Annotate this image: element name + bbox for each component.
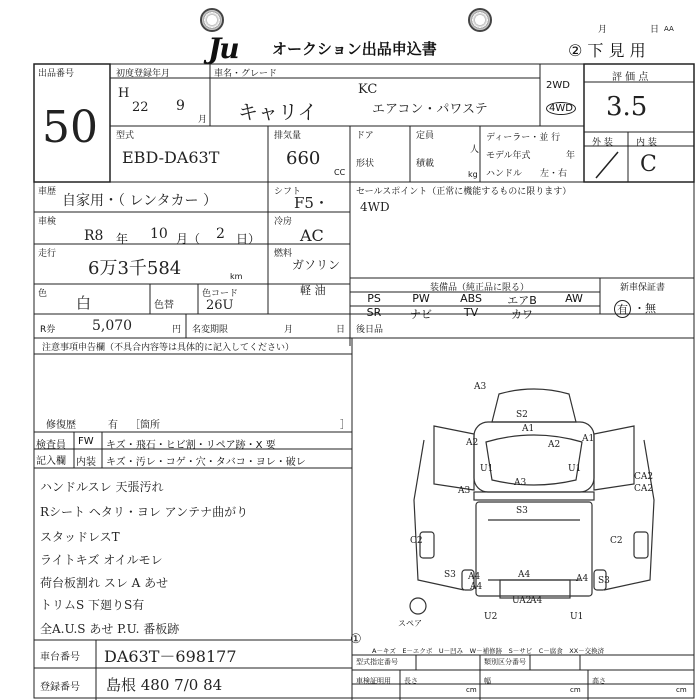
fuel-diesel: 軽 油 — [300, 284, 326, 297]
score-value: 3.5 — [606, 92, 648, 122]
dealer-label: ディーラー・並 行 — [486, 133, 561, 143]
recycle-value: 5,070 — [92, 318, 133, 334]
diag-u2: U2 — [484, 612, 498, 622]
diag-a3-top: A3 — [474, 382, 487, 392]
drive-2wd: 2WD — [546, 80, 570, 91]
repair-place-label: ［箇所 — [130, 420, 160, 431]
circle-one: ① — [350, 632, 362, 647]
inspection-month: 10 — [150, 226, 168, 242]
certificate-label: 車検証明用 — [356, 677, 391, 685]
registration-number-label: 登録番号 — [40, 682, 80, 693]
note-line-2: Rシート ヘタリ・ヨレ アンテナ曲がり — [40, 505, 249, 519]
note-line-5: 荷台板割れ スレ A あせ — [40, 576, 169, 590]
registration-month: 9 — [176, 98, 185, 114]
capacity-unit: 人 — [470, 145, 480, 155]
fuel-gasoline: ガソリン — [292, 258, 341, 272]
mileage-label: 走行 — [38, 249, 57, 259]
class-number-label: 類別区分番号 — [484, 658, 526, 666]
model-grade-label: 車名・グレード — [214, 69, 278, 79]
cm-unit-1: cm — [466, 686, 477, 694]
sales-point-label: セールスポイント（正常に機能するものに限ります） — [356, 187, 572, 197]
cm-unit-3: cm — [676, 686, 687, 694]
displacement-label: 排気量 — [274, 131, 302, 141]
handle-label: ハンドル — [486, 169, 523, 179]
inspection-era: R8 — [84, 228, 104, 244]
interior-check-items: キズ・汚レ・コゲ・穴・タバコ・ヨレ・破レ — [106, 457, 306, 468]
equip-leather: カワ — [511, 308, 533, 321]
equip-abs: ABS — [460, 292, 482, 305]
equip-airbag: エアB — [507, 294, 537, 307]
model-name: キャリイ — [238, 100, 318, 124]
fw-label: FW — [78, 436, 94, 447]
diag-s3-left: S3 — [444, 570, 456, 580]
diag-s2: S2 — [516, 410, 528, 420]
model-year-label: モデル年式 — [486, 151, 531, 161]
lot-number-value: 50 — [42, 102, 98, 153]
diag-a2-right: A2 — [548, 440, 561, 450]
load-label: 積載 — [416, 159, 435, 169]
shift-value: F5・ — [294, 194, 329, 212]
door-label: ドア — [356, 131, 374, 141]
notice-label: 注意事項申告欄（不具合内容等は具体的に記入してください） — [42, 343, 295, 353]
warranty-label: 新車保証書 — [620, 283, 666, 293]
interior-value: C — [640, 152, 657, 177]
lot-number-label: 出品番号 — [38, 69, 75, 79]
diag-c2-left: C2 — [410, 536, 423, 546]
month-label: 月 — [598, 25, 608, 35]
inspection-label: 車検 — [38, 217, 57, 227]
shift-label: シフト — [274, 187, 302, 197]
note-line-1: ハンドルスレ 天張汚れ — [40, 480, 164, 494]
diag-c2-right: C2 — [610, 536, 623, 546]
history-label: 車歴 — [38, 187, 57, 197]
length-label: 長さ — [404, 677, 418, 685]
model-grade: KC — [358, 82, 378, 97]
inspector-label-1: 検査員 — [36, 440, 66, 451]
registration-month-unit: 月 — [198, 115, 208, 125]
recycle-unit: 円 — [172, 325, 182, 335]
copy-label: ② 下 見 用 — [568, 41, 646, 60]
diag-u1-left: U1 — [480, 464, 494, 474]
capacity-label: 定員 — [416, 131, 435, 141]
registration-number-value: 島根 480 7/0 84 — [106, 676, 223, 694]
history-value: 自家用・（ レンタカー ） — [62, 193, 217, 209]
equip-pw: PW — [412, 292, 430, 305]
diag-a2-left: A2 — [466, 438, 479, 448]
repair-history-value: 有 — [108, 420, 118, 431]
model-year-unit: 年 — [566, 151, 576, 161]
ju-logo: Ju — [208, 32, 238, 65]
score-label: 評 価 点 — [612, 72, 649, 83]
type-value: EBD-DA63T — [122, 148, 220, 167]
type-label: 型式 — [116, 131, 135, 141]
fw-items: キズ・飛石・ヒビ割・リペア跡・X 要 — [106, 440, 276, 451]
diag-a4-left2: A4 — [470, 582, 483, 592]
equipment-row-2 — [352, 306, 600, 320]
model-grade-2: エアコン・パワステ — [372, 102, 488, 117]
spare-label: スペア — [398, 619, 422, 628]
width-label: 幅 — [484, 677, 491, 685]
registration-year: 22 — [132, 100, 149, 115]
diag-s3-right: S3 — [598, 576, 610, 586]
inspection-year-unit: 年 — [116, 232, 129, 246]
cm-unit-2: cm — [570, 686, 581, 694]
ac-value: AC — [300, 226, 324, 245]
diag-a3-center: A3 — [514, 478, 527, 488]
first-registration-label: 初度登録年月 — [116, 69, 171, 79]
chassis-number-value: DA63T－698177 — [104, 647, 237, 666]
load-unit: kg — [468, 170, 478, 179]
equip-sr: SR — [366, 306, 382, 319]
drive-4wd: 4WD — [546, 102, 576, 115]
diag-ca2-b: CA2 — [634, 484, 654, 494]
mileage-unit: km — [230, 272, 243, 281]
mileage-value: 6万3千584 — [88, 258, 182, 279]
interior-label: 内 装 — [636, 138, 657, 148]
cc-unit: CC — [334, 168, 346, 177]
color-code-value: 26U — [206, 298, 234, 313]
diag-u1-right: U1 — [568, 464, 582, 474]
repair-bracket-end: ］ — [340, 420, 350, 431]
displacement-value: 660 — [286, 148, 321, 169]
aa-label: AA — [664, 25, 674, 33]
color-value: 白 — [76, 294, 92, 312]
diag-a4-right: A4 — [576, 574, 589, 584]
fuel-label: 燃料 — [274, 249, 293, 259]
diag-ca2-a: CA2 — [634, 472, 654, 482]
diag-a1-right: A1 — [582, 434, 595, 444]
repair-history-label: 修復歴 — [46, 420, 76, 431]
note-line-7: 全A.U.S あせ P.U. 番板跡 — [40, 622, 180, 636]
equip-navi: ナビ — [410, 308, 432, 321]
registration-era: H — [118, 86, 130, 101]
equipment-label: 装備品（純正品に限る） — [430, 283, 530, 293]
interior-check-label: 内装 — [76, 457, 96, 468]
diag-a4-rear: A4 — [530, 596, 543, 606]
equip-ps: PS — [367, 292, 381, 305]
shape-label: 形状 — [356, 159, 375, 169]
exterior-label: 外 装 — [592, 138, 613, 148]
exterior-slash — [592, 150, 622, 180]
deadline-month-label: 月 — [284, 325, 294, 335]
rear-items-label: 後日品 — [356, 325, 384, 335]
note-line-3: スタッドレスT — [40, 530, 120, 544]
day-label: 日 — [650, 25, 660, 35]
diag-a3-left: A3 — [458, 486, 471, 496]
color-change-label: 色替 — [154, 300, 174, 311]
equipment-row-1 — [352, 292, 600, 306]
warranty-no: ・無 — [634, 302, 656, 315]
deadline-day-label: 日 — [336, 325, 346, 335]
color-label: 色 — [38, 289, 48, 299]
form-title: オークション出品申込書 — [272, 40, 437, 58]
equip-tv: TV — [463, 306, 479, 319]
inspection-day: 2 — [216, 226, 225, 242]
type-designation-label: 型式指定番号 — [356, 658, 398, 666]
note-line-4: ライトキズ オイルモレ — [40, 553, 163, 567]
inspector-label-2: 記入欄 — [36, 456, 66, 467]
ac-label: 冷房 — [274, 217, 293, 227]
note-line-6: トリムS 下廻りS有 — [40, 598, 145, 612]
diag-a1-center: A1 — [522, 424, 535, 434]
color-code-label: 色コード — [202, 289, 239, 299]
equip-aw: AW — [565, 292, 583, 305]
damage-legend: A－キズ E－エクボ U－凹み W－補修跡 S－サビ C－腐食 XX－交換済 — [372, 647, 605, 655]
diag-s3-center: S3 — [516, 506, 528, 516]
diag-a4-center: A4 — [518, 570, 531, 580]
diag-ua2: UA2 — [512, 596, 532, 606]
car-damage-diagram — [404, 380, 664, 630]
recycle-label: R券 — [40, 325, 56, 335]
handle-options: 左・右 — [540, 169, 568, 179]
warranty-yes: 有 — [614, 300, 631, 318]
diag-u1-rear: U1 — [570, 612, 584, 622]
name-change-deadline-label: 名変期限 — [192, 325, 229, 335]
inspection-day-unit: 日） — [236, 232, 261, 246]
diag-a4-left: A4 — [468, 572, 481, 582]
sales-point-value: 4WD — [360, 200, 390, 214]
height-label: 高さ — [592, 677, 606, 685]
chassis-number-label: 車台番号 — [40, 652, 80, 663]
inspection-month-unit: 月（ — [176, 232, 201, 246]
